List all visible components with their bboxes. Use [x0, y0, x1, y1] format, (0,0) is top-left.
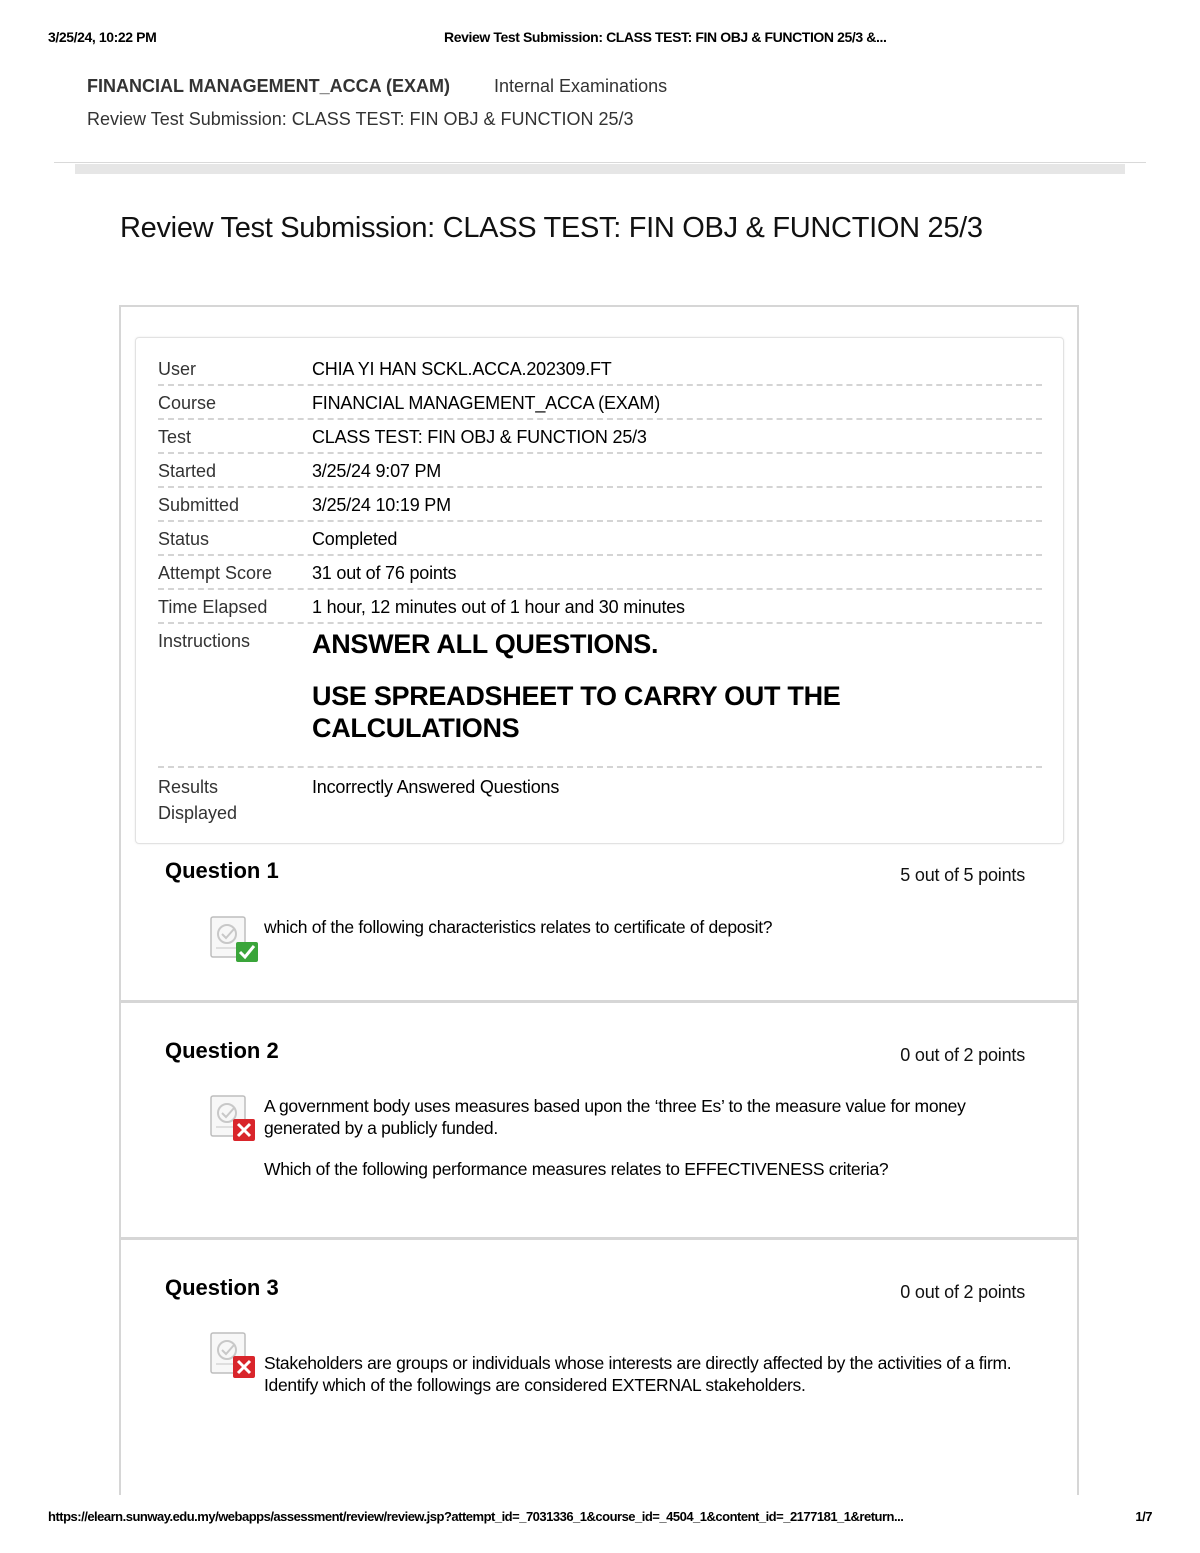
print-title: Review Test Submission: CLASS TEST: FIN OBJ & FUNCTION 25/3 &... — [444, 29, 887, 45]
value-user: CHIA YI HAN SCKL.ACCA.202309.FT — [312, 359, 612, 379]
question-text-line: A government body uses measures based upon the ‘three Es’ to the measure value for money generated by a publicly funded. — [264, 1096, 966, 1138]
question-text-line: Stakeholders are groups or individuals whose interests are directly affected by the activities of a firm. Identify which of the followings are considered EXTERNAL stakeholders. — [264, 1353, 1012, 1395]
label-submitted: Submitted — [158, 495, 240, 515]
value-elapsed: 1 hour, 12 minutes out of 1 hour and 30 minutes — [312, 597, 685, 617]
incorrect-answer-icon — [209, 1330, 259, 1380]
instructions-line-1: ANSWER ALL QUESTIONS. — [312, 629, 659, 659]
incorrect-answer-icon — [209, 1093, 259, 1143]
question-2 — [121, 1000, 1077, 1238]
question-text-line: which of the following characteristics relates to certificate of deposit? — [264, 917, 773, 937]
page-url: https://elearn.sunway.edu.my/webapps/assessment/review/review.jsp?attempt_id=_7031336_1&course_id=_4504_1&content_id=_2177181_1&return... — [48, 1509, 904, 1524]
question-points: 0 out of 2 points — [900, 1282, 1025, 1302]
row-submitted — [158, 492, 1042, 522]
page-number: 1/7 — [1135, 1509, 1152, 1524]
question-title: Question 1 — [165, 858, 279, 883]
label-test: Test — [158, 427, 192, 447]
row-user — [158, 356, 1042, 386]
question-points: 5 out of 5 points — [900, 865, 1025, 885]
value-instructions — [312, 628, 912, 744]
value-test: CLASS TEST: FIN OBJ & FUNCTION 25/3 — [312, 427, 647, 447]
submission-details — [135, 337, 1064, 844]
header-divider — [54, 162, 1146, 163]
value-results: Incorrectly Answered Questions — [312, 777, 560, 797]
question-text — [264, 916, 1034, 938]
label-instructions: Instructions — [158, 631, 251, 651]
label-user: User — [158, 359, 197, 379]
correct-answer-icon — [209, 914, 259, 964]
question-1 — [121, 848, 1077, 1000]
label-elapsed: Time Elapsed — [158, 597, 268, 617]
row-score — [158, 560, 1042, 590]
print-header — [48, 29, 1152, 49]
print-footer — [48, 1509, 1152, 1529]
row-started — [158, 458, 1042, 488]
label-results: Results Displayed — [158, 777, 238, 823]
value-started: 3/25/24 9:07 PM — [312, 461, 442, 481]
question-text-line: Which of the following performance measures relates to EFFECTIVENESS criteria? — [264, 1159, 889, 1179]
row-test — [158, 424, 1042, 454]
value-submitted: 3/25/24 10:19 PM — [312, 495, 451, 515]
value-score: 31 out of 76 points — [312, 563, 457, 583]
header-bar — [75, 164, 1125, 174]
row-instructions — [158, 628, 1042, 768]
row-results — [158, 774, 1042, 830]
label-score: Attempt Score — [158, 563, 273, 583]
row-course — [158, 390, 1042, 420]
row-status — [158, 526, 1042, 556]
question-text — [264, 1352, 1034, 1396]
value-status: Completed — [312, 529, 398, 549]
question-points: 0 out of 2 points — [900, 1045, 1025, 1065]
label-status: Status — [158, 529, 210, 549]
value-course: FINANCIAL MANAGEMENT_ACCA (EXAM) — [312, 393, 660, 413]
breadcrumb — [87, 76, 667, 130]
label-course: Course — [158, 393, 217, 413]
label-started: Started — [158, 461, 217, 481]
page-title: Review Test Submission: CLASS TEST: FIN OBJ & FUNCTION 25/3 — [120, 212, 983, 244]
question-text — [264, 1095, 1034, 1180]
question-3 — [121, 1237, 1077, 1495]
print-date: 3/25/24, 10:22 PM — [48, 29, 157, 45]
question-title: Question 3 — [165, 1275, 279, 1300]
breadcrumb-section[interactable]: Internal Examinations — [494, 76, 668, 96]
breadcrumb-page: Review Test Submission: CLASS TEST: FIN OBJ & FUNCTION 25/3 — [87, 109, 634, 129]
question-title: Question 2 — [165, 1038, 279, 1063]
instructions-line-2: USE SPREADSHEET TO CARRY OUT THE CALCULATIONS — [312, 681, 841, 743]
breadcrumb-course[interactable]: FINANCIAL MANAGEMENT_ACCA (EXAM) — [87, 76, 450, 96]
row-elapsed — [158, 594, 1042, 624]
